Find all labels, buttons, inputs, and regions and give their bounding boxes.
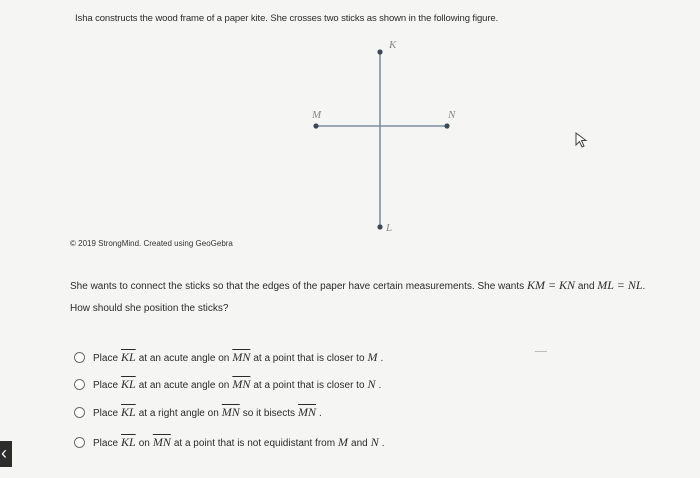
divider-mark	[535, 351, 547, 352]
radio-button[interactable]	[74, 437, 85, 448]
option-1[interactable]: Place $\overline{KL}$ at an acute angle on $\overline{MN}$ at a point that is closer to M .	[74, 347, 383, 367]
equation-km-kn: KM = KN	[526, 278, 576, 292]
question-line-1: She wants to connect the sticks so that the edges of the paper have certain measurements. She wants KM = KN and ML = NL.	[70, 278, 646, 292]
option-2[interactable]: Place $\overline{KL}$ at an acute angle on $\overline{MN}$ at a point that is closer to N .	[74, 374, 381, 394]
cursor-icon	[575, 132, 589, 153]
radio-button[interactable]	[74, 352, 85, 363]
point-k	[377, 49, 382, 54]
point-l	[377, 224, 382, 229]
option-3[interactable]: Place $\overline{KL}$ at a right angle on $\overline{MN}$ so it bisects $\overline{MN}$ .	[74, 402, 322, 422]
back-button[interactable]	[0, 441, 12, 467]
radio-button[interactable]	[74, 407, 85, 418]
chevron-left-icon: ‹	[1, 443, 7, 463]
label-l: L	[386, 222, 393, 234]
question-line-2: How should she position the sticks?	[70, 303, 229, 314]
question-prompt: Isha constructs the wood frame of a paper kite. She crosses two sticks as shown in the following figure.	[75, 13, 499, 24]
radio-button[interactable]	[74, 379, 85, 390]
equation-ml-nl: ML = NL	[597, 278, 643, 292]
label-k: K	[389, 39, 397, 51]
option-4[interactable]: Place $\overline{KL}$ on $\overline{MN}$ at a point that is not equidistant from M and N .	[74, 432, 385, 452]
figure-credit: © 2019 StrongMind. Created using GeoGebra	[70, 239, 233, 248]
label-m: M	[312, 109, 322, 121]
point-m	[313, 123, 318, 128]
point-n	[444, 123, 449, 128]
label-n: N	[448, 109, 456, 121]
